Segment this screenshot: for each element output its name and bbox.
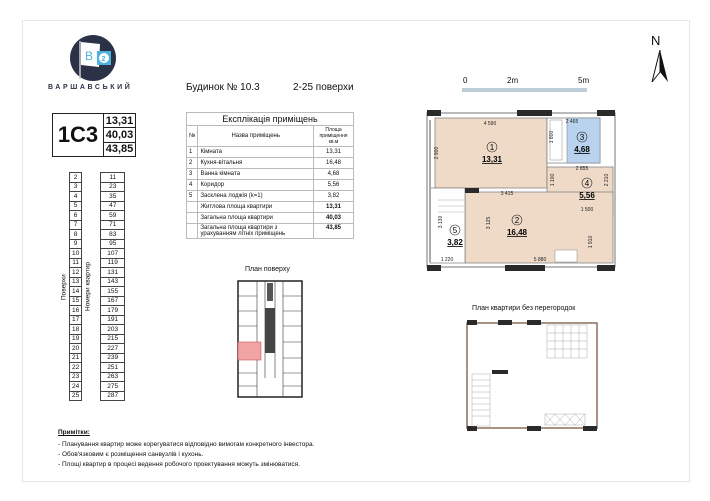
dimension-label: 1 500 xyxy=(580,207,594,213)
floor-number: 18 xyxy=(70,325,82,335)
note-item: - Обов'язковим є розміщення санвузлів і кухонь. xyxy=(58,451,204,458)
col-area: Площа приміщення кв.м xyxy=(314,126,354,147)
row-name: Засклена лоджія (k=1) xyxy=(198,191,314,202)
total-area: 40,03 xyxy=(314,213,354,224)
room-area: 3,82 xyxy=(447,238,463,247)
scale-label-2m: 2m xyxy=(507,76,519,85)
floor-row xyxy=(58,173,125,183)
total-row xyxy=(187,224,354,239)
row-name: Кухня-вітальня xyxy=(198,158,314,169)
total-area: 43,85 xyxy=(314,224,354,239)
scale-label-5m: 5m xyxy=(578,76,590,85)
dimension-label: 2 900 xyxy=(434,146,440,160)
room-area: 4,68 xyxy=(574,145,590,154)
row-area: 13,31 xyxy=(314,147,354,158)
brand-logo xyxy=(68,33,118,83)
col-name: Назва приміщень xyxy=(198,126,314,147)
scale-label-0: 0 xyxy=(463,76,468,85)
room-5-loggia xyxy=(430,188,465,263)
table-row xyxy=(187,169,354,180)
floor-number: 7 xyxy=(70,220,82,230)
floor-number: 3 xyxy=(70,182,82,192)
dimension-label: 4 590 xyxy=(483,121,497,127)
dimension-label: 1 910 xyxy=(588,235,594,249)
row-no: 5 xyxy=(187,191,198,202)
living-area: 13,31 xyxy=(105,114,134,127)
dimension-label: 3 415 xyxy=(500,191,514,197)
table-row xyxy=(187,180,354,191)
apartment-number: 287 xyxy=(101,391,125,401)
stove xyxy=(555,250,577,262)
total-area: 40,03 xyxy=(105,128,134,141)
apartment-number: 179 xyxy=(101,306,125,316)
room-area: 13,31 xyxy=(481,155,503,164)
floor-number: 20 xyxy=(70,344,82,354)
row-name: Ванна кімната xyxy=(198,169,314,180)
apartment-number: 23 xyxy=(101,182,125,192)
floors-table xyxy=(58,172,125,401)
apartment-number: 191 xyxy=(101,315,125,325)
dimension-label: 2 855 xyxy=(575,166,589,172)
apartment-number: 155 xyxy=(101,287,125,297)
total-row xyxy=(187,213,354,224)
brand-name: ВАРШАВСЬКИЙ xyxy=(48,84,133,91)
apartment-number: 131 xyxy=(101,268,125,278)
total-name: Загальна площа квартири xyxy=(198,213,314,224)
dimension-label: 5 880 xyxy=(533,257,547,263)
apartment-number: 95 xyxy=(101,239,125,249)
floor-number: 25 xyxy=(70,391,82,401)
floor-number: 10 xyxy=(70,249,82,259)
floor-number: 11 xyxy=(70,258,82,268)
row-area: 4,68 xyxy=(314,169,354,180)
dimension-label: 3 130 xyxy=(438,215,444,229)
room-number: 4 xyxy=(584,179,590,188)
room-1 xyxy=(435,118,547,188)
table-row xyxy=(187,191,354,202)
floor-number: 16 xyxy=(70,306,82,316)
floor-number: 14 xyxy=(70,287,82,297)
col-no: № xyxy=(187,126,198,147)
apartment-number: 251 xyxy=(101,363,125,373)
floor-number: 23 xyxy=(70,372,82,382)
floor-number: 22 xyxy=(70,363,82,373)
notes xyxy=(58,428,314,470)
building-number: Будинок № 10.3 xyxy=(186,82,260,93)
floor-number: 24 xyxy=(70,382,82,392)
logo-letter: B xyxy=(85,49,94,63)
apartment-number: 35 xyxy=(101,192,125,202)
room-number: 2 xyxy=(514,216,520,225)
apartment-number: 203 xyxy=(101,325,125,335)
row-name: Кімната xyxy=(198,147,314,158)
row-area: 3,82 xyxy=(314,191,354,202)
dimension-label: 2 210 xyxy=(604,173,610,187)
floor-plan xyxy=(235,278,305,400)
note-item: - Планування квартир може корегуватися відповідно вимогам конкретного інвестора. xyxy=(58,441,315,448)
row-no: 3 xyxy=(187,169,198,180)
dimension-label: 1 220 xyxy=(440,257,454,263)
floor-number: 21 xyxy=(70,353,82,363)
apartment-number: 167 xyxy=(101,296,125,306)
room-number: 1 xyxy=(489,143,495,152)
floor-number: 5 xyxy=(70,201,82,211)
total-name: Загальна площа квартири з урахуванням літніх приміщень xyxy=(198,224,314,239)
total-area: 13,31 xyxy=(314,202,354,213)
row-no: 4 xyxy=(187,180,198,191)
table-row xyxy=(187,147,354,158)
apartment-number: 11 xyxy=(101,173,125,183)
explication-title: Експлікація приміщень xyxy=(187,113,354,126)
note-item: - Площі квартир в процесі ведення робочого проектування можуть змінюватися. xyxy=(58,461,301,468)
apartment-code: 1С3 xyxy=(53,114,104,156)
floor-number: 17 xyxy=(70,315,82,325)
apartment-number: 83 xyxy=(101,230,125,240)
total-row xyxy=(187,202,354,213)
apartment-number: 239 xyxy=(101,353,125,363)
room-number: 5 xyxy=(452,226,458,235)
row-no: 1 xyxy=(187,147,198,158)
dimension-label: 1 800 xyxy=(549,130,555,144)
apartment-number: 47 xyxy=(101,201,125,211)
apartment-number: 107 xyxy=(101,249,125,259)
room-area: 5,56 xyxy=(579,191,595,200)
room-number: 3 xyxy=(579,133,585,142)
floor-number: 4 xyxy=(70,192,82,202)
floor-range: 2-25 поверхи xyxy=(293,82,354,93)
north-label: N xyxy=(651,33,661,48)
dimension-label: 1 100 xyxy=(550,173,556,187)
apartment-number: 275 xyxy=(101,382,125,392)
apartment-number: 71 xyxy=(101,220,125,230)
room-area: 16,48 xyxy=(506,228,528,237)
table-row xyxy=(187,158,354,169)
apartment-number: 143 xyxy=(101,277,125,287)
floor-number: 15 xyxy=(70,296,82,306)
floor-plan-label: План поверху xyxy=(245,266,290,273)
row-area: 16,48 xyxy=(314,158,354,169)
floor-number: 2 xyxy=(70,173,82,183)
apartment-number: 119 xyxy=(101,258,125,268)
floor-number: 12 xyxy=(70,268,82,278)
open-plan xyxy=(462,318,607,433)
floor-number: 19 xyxy=(70,334,82,344)
dimension-label: 3 125 xyxy=(486,216,492,230)
floor-number: 13 xyxy=(70,277,82,287)
open-plan-label: План квартири без перегородок xyxy=(472,305,576,312)
floor-number: 8 xyxy=(70,230,82,240)
apartment-number: 59 xyxy=(101,211,125,221)
apartment-plan xyxy=(420,108,630,273)
floor-number: 9 xyxy=(70,239,82,249)
highlighted-apartment xyxy=(238,342,261,360)
logo-number: 2 xyxy=(101,56,106,63)
total-name: Житлова площа квартири xyxy=(198,202,314,213)
apartment-number: 263 xyxy=(101,372,125,382)
row-area: 5,56 xyxy=(314,180,354,191)
north-arrow-icon xyxy=(648,48,672,86)
notes-title: Примітки: xyxy=(58,429,90,436)
floor-number: 6 xyxy=(70,211,82,221)
apartment-number: 215 xyxy=(101,334,125,344)
scale-bar xyxy=(462,88,592,93)
apartment-code-box xyxy=(52,113,136,157)
explication-table xyxy=(186,112,354,239)
row-name: Коридор xyxy=(198,180,314,191)
floors-label: Поверхи xyxy=(60,273,68,300)
total-area-summer: 43,85 xyxy=(105,143,134,156)
apartments-label: Номери квартир xyxy=(84,262,92,311)
dimension-label: 2 465 xyxy=(565,119,579,125)
apartment-number: 227 xyxy=(101,344,125,354)
row-no: 2 xyxy=(187,158,198,169)
